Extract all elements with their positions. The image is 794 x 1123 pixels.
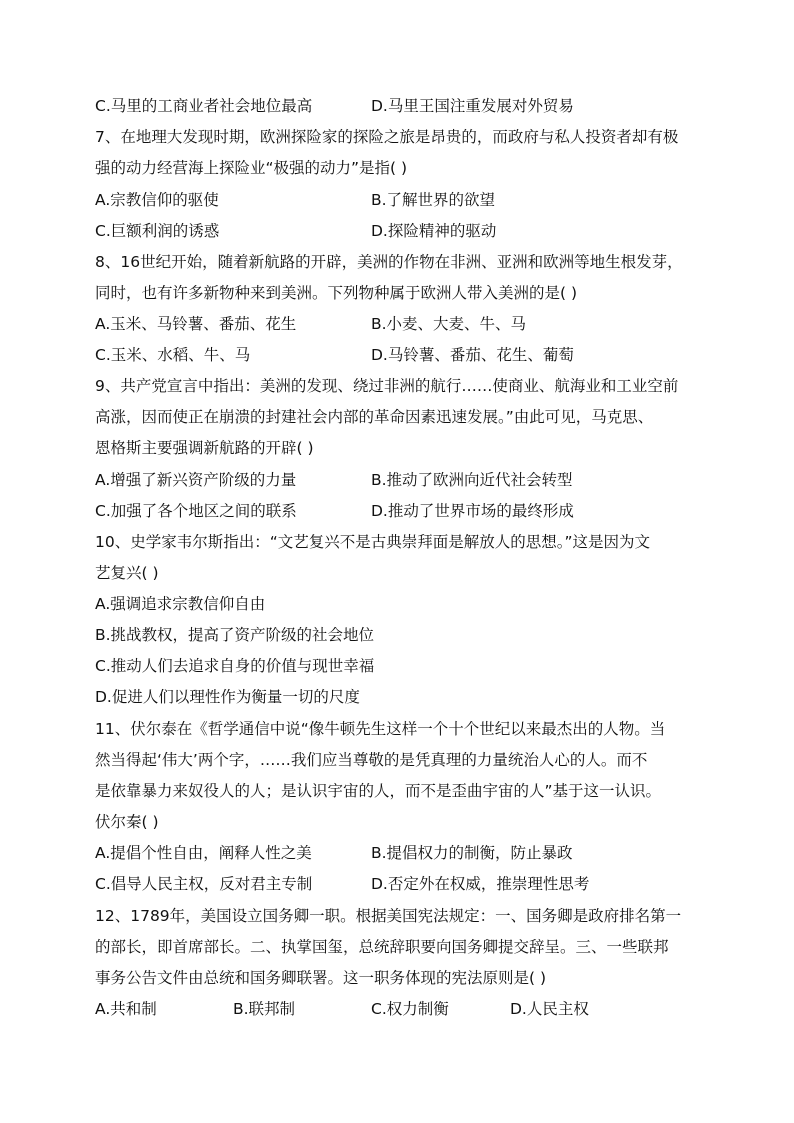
- q10-option-d: D.促进人们以理性作为衡量一切的尺度: [95, 688, 360, 706]
- q12-stem-line-2: 的部长，即首席部长。二、执掌国玺，总统辞职要向国务卿提交辞呈。三、一些联邦: [95, 938, 669, 956]
- q7-option-a: A.宗教信仰的驱使: [95, 191, 219, 209]
- q11-stem-line-2: 然当得起‘伟大’两个字，……我们应当尊敬的是凭真理的力量统治人心的人。而不: [95, 751, 648, 769]
- q8-option-a: A.玉米、马铃薯、番茄、花生: [95, 315, 297, 333]
- q8-stem-line-2: 同时，也有许多新物种来到美洲。下列物种属于欧洲人带入美洲的是( ): [95, 284, 578, 302]
- q9-option-b: B.推动了欧洲向近代社会转型: [371, 471, 573, 489]
- q9-stem-line-3: 恩格斯主要强调新航路的开辟( ): [95, 439, 314, 457]
- q11-option-b: B.提倡权力的制衡，防止暴政: [371, 844, 573, 862]
- q10-stem-line-2: 艺复兴( ): [95, 564, 159, 582]
- q11-stem-line-4: 伏尔秦( ): [95, 813, 159, 831]
- q11-stem-line-3: 是依靠暴力来奴役人的人；是认识宇宙的人，而不是歪曲宇宙的人”基于这一认识。: [95, 782, 662, 800]
- q10-option-c: C.推动人们去追求自身的价值与现世幸福: [95, 657, 375, 675]
- q6-option-c: C.马里的工商业者社会地位最高: [95, 97, 313, 115]
- q11-stem-line-1: 11、伏尔泰在《哲学通信中说“像牛顿先生这样一个十个世纪以来最杰出的人物。当: [95, 720, 666, 738]
- q12-stem-line-1: 12、1789年，美国设立国务卿一职。根据美国宪法规定：一、国务卿是政府排名第一: [95, 907, 682, 925]
- q8-option-d: D.马铃薯、番茄、花生、葡萄: [371, 346, 574, 364]
- q9-option-c: C.加强了各个地区之间的联系: [95, 502, 297, 520]
- q8-stem-line-1: 8、16世纪开始，随着新航路的开辟，美洲的作物在非洲、亚洲和欧洲等地生根发芽，: [95, 253, 683, 271]
- q6-option-d: D.马里王国注重发展对外贸易: [371, 97, 574, 115]
- q12-stem-line-3: 事务公告文件由总统和国务卿联署。这一职务体现的宪法原则是( ): [95, 969, 547, 987]
- q12-option-a: A.共和制: [95, 1000, 157, 1018]
- q11-option-d: D.否定外在权威，推崇理性思考: [371, 875, 590, 893]
- q8-option-b: B.小麦、大麦、牛、马: [371, 315, 527, 333]
- q7-option-b: B.了解世界的欲望: [371, 191, 496, 209]
- q10-stem-line-1: 10、史学家韦尔斯指出：“文艺复兴不是古典崇拜面是解放人的思想。”这是因为文: [95, 533, 651, 551]
- q9-option-d: D.推动了世界市场的最终形成: [371, 502, 574, 520]
- q12-option-b: B.联邦制: [233, 1000, 296, 1018]
- q9-stem-line-1: 9、共产党宣言中指出：美洲的发现、绕过非洲的航行……使商业、航海业和工业空前: [95, 377, 679, 395]
- q8-option-c: C.玉米、水稻、牛、马: [95, 346, 251, 364]
- q7-option-c: C.巨额利润的诱惑: [95, 222, 220, 240]
- q12-option-d: D.人民主权: [510, 1000, 589, 1018]
- q9-stem-line-2: 高涨，因而使正在崩溃的封建社会内部的革命因素迅速发展。”由此可见，马克思、: [95, 408, 654, 426]
- q7-stem-line-1: 7、在地理大发现时期，欧洲探险家的探险之旅是昂贵的，而政府与私人投资者却有极: [95, 128, 679, 146]
- q10-option-b: B.挑战教权，提高了资产阶级的社会地位: [95, 626, 375, 644]
- q9-option-a: A.增强了新兴资产阶级的力量: [95, 471, 297, 489]
- q11-option-a: A.提倡个性自由，阐释人性之美: [95, 844, 312, 862]
- q7-option-d: D.探险精神的驱动: [371, 222, 497, 240]
- q12-option-c: C.权力制衡: [371, 1000, 449, 1018]
- q11-option-c: C.倡导人民主权，反对君主专制: [95, 875, 313, 893]
- q7-stem-line-2: 强的动力经营海上探险业“极强的动力”是指( ): [95, 159, 408, 177]
- q10-option-a: A.强调追求宗教信仰自由: [95, 595, 266, 613]
